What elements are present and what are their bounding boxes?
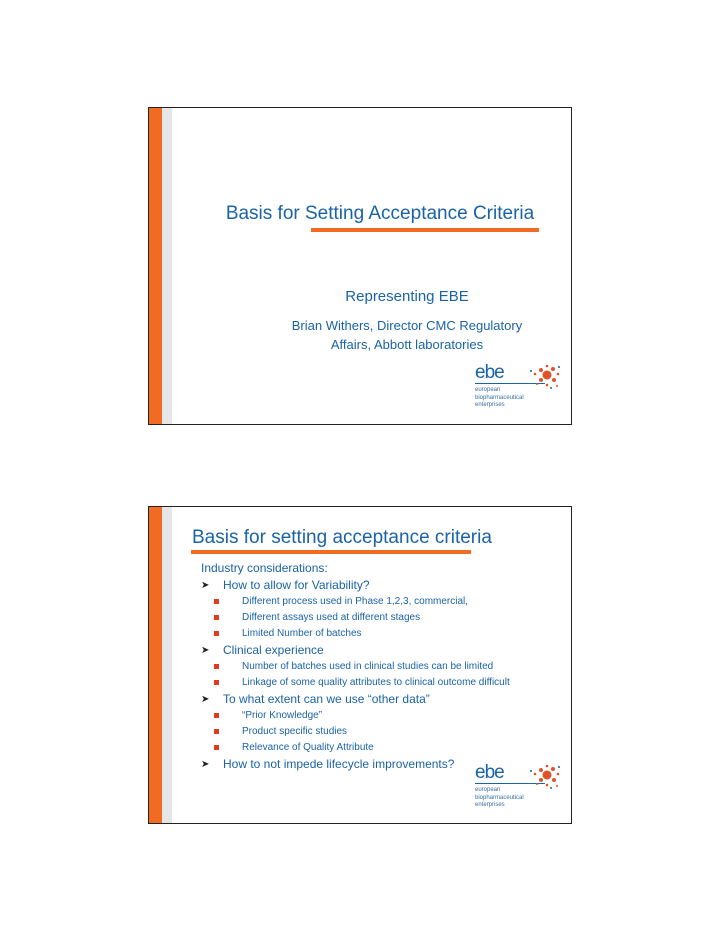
arrow-bullet-icon: ➤ [201, 580, 210, 591]
slide-body [201, 560, 541, 773]
sub-bullet-text: Product specific studies [242, 726, 348, 737]
arrow-bullet-icon: ➤ [201, 694, 210, 705]
title-underline [191, 550, 471, 554]
sub-bullet [201, 675, 534, 691]
logo-tagline [475, 787, 524, 810]
sub-bullet [201, 740, 534, 756]
bullet-heading-text: To what extent can we use “other data” [223, 692, 430, 706]
logo-tagline-1: european [475, 387, 501, 393]
logo-tagline-3: enterprises [475, 802, 505, 808]
sub-bullet-text: Linkage of some quality attributes to clinical outcome difficult [242, 677, 510, 688]
sub-bullet-text: “Prior Knowledge” [242, 710, 323, 721]
presenter-line-1: Brian Withers, Director CMC Regulatory [291, 318, 523, 333]
sub-bullet-text: Limited Number of batches [242, 628, 362, 639]
square-bullet-icon [214, 729, 219, 734]
square-bullet-icon [214, 745, 219, 750]
bullet-heading [201, 642, 541, 659]
sub-bullet [201, 659, 534, 675]
square-bullet-icon [214, 664, 219, 669]
logo-tagline [475, 387, 524, 410]
bullet-heading-text: How to not impede lifecycle improvements? [223, 757, 455, 771]
square-bullet-icon [214, 615, 219, 620]
sub-bullet [201, 594, 534, 610]
presenter-info [261, 316, 553, 354]
orange-side-bar [149, 108, 162, 424]
logo-wordmark: ebe [475, 762, 504, 783]
slide-title: Basis for Setting Acceptance Criteria [225, 203, 535, 224]
presenter-line-2: Affairs, Abbott laboratories [330, 337, 484, 352]
bullet-heading-text: How to allow for Variability? [223, 578, 370, 592]
sub-bullet [201, 724, 534, 740]
sub-bullet [201, 610, 534, 626]
slide-title: Basis for setting acceptance criteria [192, 527, 492, 548]
grey-side-bar [162, 108, 172, 424]
logo-dots-icon [527, 364, 561, 390]
bullet-heading-text: Clinical experience [223, 643, 324, 657]
logo-dots-icon [527, 764, 561, 790]
ebe-logo [475, 364, 561, 424]
square-bullet-icon [214, 680, 219, 685]
logo-tagline-3: enterprises [475, 402, 505, 408]
slide-1 [148, 107, 572, 425]
bullet-heading [201, 691, 541, 708]
sub-bullet [201, 626, 534, 642]
ebe-logo [475, 764, 561, 824]
sub-bullet-text: Relevance of Quality Attribute [242, 742, 374, 753]
intro-text: Industry considerations: [201, 561, 328, 575]
arrow-bullet-icon: ➤ [201, 645, 210, 656]
grey-side-bar [162, 507, 172, 823]
logo-tagline-2: biopharmaceutical [475, 394, 524, 401]
logo-tagline-1: european [475, 787, 501, 793]
slide-2 [148, 506, 572, 824]
square-bullet-icon [214, 631, 219, 636]
bullet-heading [201, 577, 541, 594]
title-underline [311, 228, 539, 232]
arrow-bullet-icon: ➤ [201, 759, 210, 770]
sub-bullet-text: Different assays used at different stages [242, 612, 421, 623]
orange-side-bar [149, 507, 162, 823]
logo-wordmark: ebe [475, 362, 504, 383]
square-bullet-icon [214, 599, 219, 604]
logo-tagline-2: biopharmaceutical [475, 794, 524, 801]
sub-bullet-text: Different process used in Phase 1,2,3, commercial, [242, 596, 469, 607]
sub-bullet-text: Number of batches used in clinical studies can be limited [242, 661, 494, 672]
square-bullet-icon [214, 713, 219, 718]
sub-bullet [201, 708, 534, 724]
slide-subtitle: Representing EBE [345, 288, 469, 305]
